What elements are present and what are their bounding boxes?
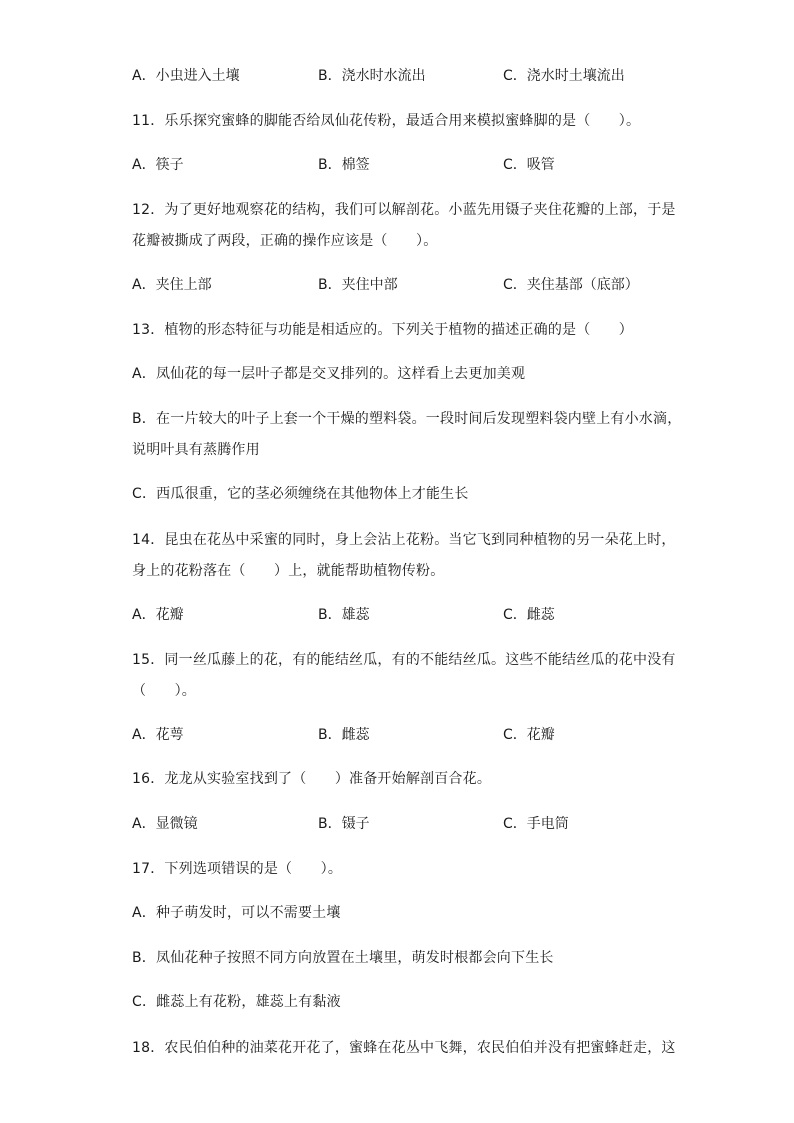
question-14-line-1: 14．昆虫在花丛中采蜜的同时，身上会沾上花粉。当它飞到同种植物的另一朵花上时，	[132, 532, 676, 548]
q15-option-c: C．花瓣	[503, 727, 555, 743]
q12-option-b: B．夹住中部	[318, 277, 398, 293]
q15-option-a: A．花萼	[132, 727, 184, 743]
question-14-line-2: 身上的花粉落在（ ）上，就能帮助植物传粉。	[132, 563, 445, 579]
q16-option-c: C．手电筒	[503, 816, 569, 832]
q11-option-c: C．吸管	[503, 157, 555, 173]
q14-option-c: C．雌蕊	[503, 607, 555, 623]
q14-option-a: A．花瓣	[132, 607, 184, 623]
question-17: 17．下列选项错误的是（ ）。	[132, 861, 343, 877]
q13-option-a: A．凤仙花的每一层叶子都是交叉排列的。这样看上去更加美观	[132, 366, 526, 382]
q15-option-b: B．雌蕊	[318, 727, 370, 743]
q17-option-b: B．凤仙花种子按照不同方向放置在土壤里，萌发时根都会向下生长	[132, 950, 554, 966]
q12-option-a: A．夹住上部	[132, 277, 212, 293]
question-16: 16．龙龙从实验室找到了（ ）准备开始解剖百合花。	[132, 771, 492, 787]
q17-option-c: C．雌蕊上有花粉，雄蕊上有黏液	[132, 994, 341, 1010]
q17-option-a: A．种子萌发时，可以不需要土壤	[132, 905, 341, 921]
question-15-line-1: 15．同一丝瓜藤上的花，有的能结丝瓜，有的不能结丝瓜。这些不能结丝瓜的花中没有	[132, 652, 676, 668]
question-12-line-2: 花瓣被撕成了两段，正确的操作应该是（ ）。	[132, 233, 438, 249]
q16-option-b: B．镊子	[318, 816, 370, 832]
question-13: 13．植物的形态特征与功能是相适应的。下列关于植物的描述正确的是（ ）	[132, 322, 634, 338]
option-b: B．浇水时水流出	[318, 68, 426, 84]
q16-option-a: A．显微镜	[132, 816, 198, 832]
q11-option-b: B．棉签	[318, 157, 370, 173]
option-c: C．浇水时土壤流出	[503, 68, 625, 84]
q11-option-a: A．筷子	[132, 157, 184, 173]
q12-option-c: C．夹住基部（底部）	[503, 277, 639, 293]
question-11: 11．乐乐探究蜜蜂的脚能否给凤仙花传粉，最适合用来模拟蜜蜂脚的是（ ）。	[132, 113, 641, 129]
question-18: 18．农民伯伯种的油菜花开花了，蜜蜂在花丛中飞舞，农民伯伯并没有把蜜蜂赶走，这	[132, 1040, 676, 1056]
q13-option-b-line-1: B．在一片较大的叶子上套一个干燥的塑料袋。一段时间后发现塑料袋内壁上有小水滴，	[132, 411, 682, 427]
question-12-line-1: 12．为了更好地观察花的结构，我们可以解剖花。小蓝先用镊子夹住花瓣的上部，于是	[132, 202, 676, 218]
option-a: A．小虫进入土壤	[132, 68, 240, 84]
q13-option-b-line-2: 说明叶具有蒸腾作用	[132, 442, 260, 458]
q13-option-c: C．西瓜很重，它的茎必须缠绕在其他物体上才能生长	[132, 486, 469, 502]
q14-option-b: B．雄蕊	[318, 607, 370, 623]
question-15-line-2: （ ）。	[132, 683, 196, 699]
